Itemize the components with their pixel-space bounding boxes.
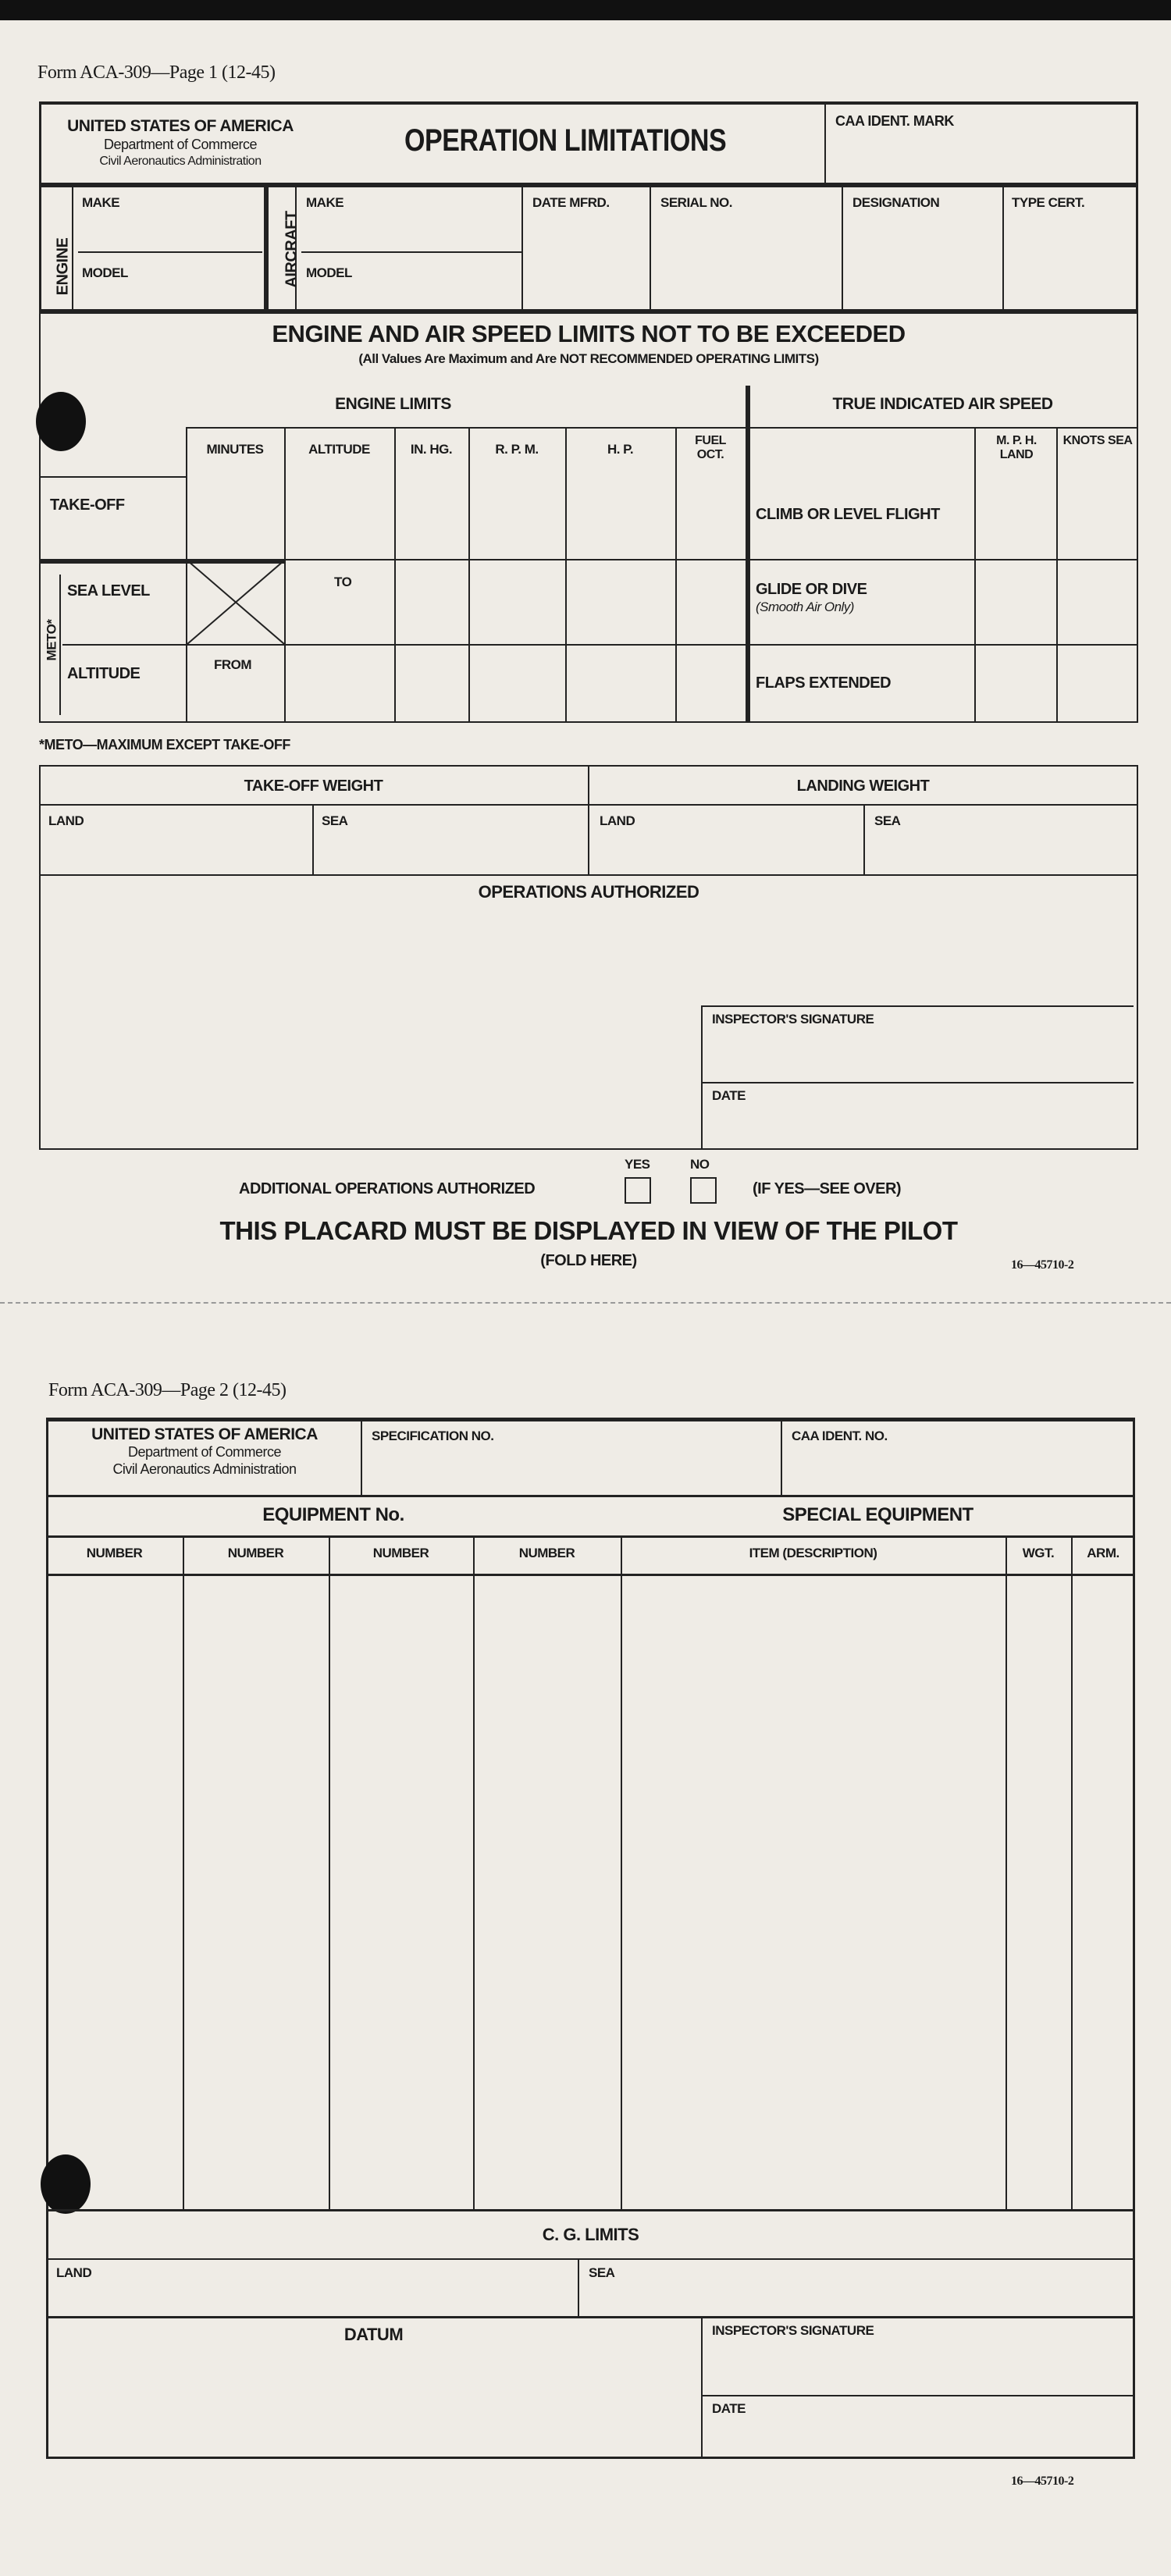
- cg-land-label: LAND: [56, 2265, 92, 2280]
- row-sea-level: SEA LEVEL: [67, 582, 150, 600]
- glide-row: GLIDE OR DIVE: [756, 581, 867, 598]
- form-code-page2: 16—45710-2: [1011, 2475, 1074, 2488]
- col-minutes: MINUTES: [206, 442, 264, 457]
- col-rpm: R. P. M.: [495, 442, 539, 457]
- glide-note: (Smooth Air Only): [756, 600, 854, 614]
- from-label: FROM: [214, 657, 252, 672]
- takeoff-sea-label: SEA: [322, 813, 348, 828]
- divider: [285, 559, 1138, 560]
- divider: [46, 2209, 1135, 2211]
- cg-sea-label: SEA: [589, 2265, 615, 2280]
- engine-make-label: MAKE: [82, 195, 120, 210]
- crossed-out-cell: [187, 560, 284, 644]
- engine-label: ENGINE: [54, 237, 72, 296]
- divider: [295, 186, 297, 309]
- divider: [701, 2316, 703, 2459]
- form-label-page2: Form ACA-309—Page 2 (12-45): [48, 1380, 287, 1400]
- form-code-page1: 16—45710-2: [1011, 1258, 1074, 1272]
- p2-agency-line-2: Department of Commerce: [127, 1444, 282, 1460]
- cg-limits-heading: C. G. LIMITS: [542, 2225, 639, 2244]
- row-takeoff: TAKE-OFF: [50, 496, 125, 514]
- fold-here-label: (FOLD HERE): [540, 1252, 637, 1269]
- caa-ident-mark-label: CAA IDENT. MARK: [835, 113, 954, 129]
- divider: [974, 427, 976, 723]
- col-hp: H. P.: [607, 442, 634, 457]
- date-mfrd-label: DATE MFRD.: [532, 195, 610, 210]
- engine-model-label: MODEL: [82, 265, 128, 280]
- divider: [39, 476, 186, 478]
- landing-land-label: LAND: [600, 813, 635, 828]
- divider: [361, 1421, 362, 1495]
- limits-subtitle: (All Values Are Maximum and Are NOT RECOMMENDED OPERATING LIMITS): [358, 351, 819, 366]
- divider: [746, 386, 750, 723]
- divider: [39, 183, 1138, 187]
- landing-sea-label: SEA: [874, 813, 901, 828]
- divider: [701, 2395, 1135, 2396]
- scan-top-edge: [0, 0, 1171, 20]
- divider: [39, 874, 1138, 876]
- divider: [468, 427, 470, 723]
- yes-label: YES: [625, 1157, 650, 1172]
- col-knots-sea: KNOTS SEA: [1062, 434, 1133, 447]
- to-label: TO: [334, 575, 352, 589]
- divider: [842, 186, 843, 309]
- divider: [78, 251, 262, 253]
- aircraft-model-label: MODEL: [306, 265, 352, 280]
- designation-label: DESIGNATION: [852, 195, 940, 210]
- agency-line-2: Department of Commerce: [103, 137, 258, 152]
- divider: [301, 251, 521, 253]
- divider: [1002, 186, 1004, 309]
- form-label-page1: Form ACA-309—Page 1 (12-45): [37, 62, 276, 83]
- col-mph-land: M. P. H. LAND: [996, 434, 1037, 461]
- divider: [284, 427, 286, 723]
- divider: [863, 804, 865, 874]
- aircraft-label: AIRCRAFT: [283, 211, 301, 288]
- inspector-signature-label: INSPECTOR'S SIGNATURE: [712, 1012, 874, 1026]
- divider: [1005, 1535, 1007, 2209]
- ops-authorized-heading: OPERATIONS AUTHORIZED: [478, 882, 699, 902]
- divider: [46, 1535, 1135, 1538]
- no-checkbox[interactable]: [690, 1177, 717, 1204]
- agency-line-3: Civil Aeronautics Administration: [99, 155, 262, 168]
- divider: [578, 2258, 579, 2316]
- divider: [473, 1535, 475, 2209]
- page-title: OPERATION LIMITATIONS: [404, 123, 727, 158]
- punch-hole: [41, 2154, 91, 2214]
- col-fuel-oct: FUEL OCT.: [695, 434, 726, 461]
- divider: [621, 1535, 622, 2209]
- col-number-4: NUMBER: [518, 1546, 575, 1560]
- divider: [394, 427, 396, 723]
- no-label: NO: [690, 1157, 710, 1172]
- col-altitude: ALTITUDE: [308, 442, 370, 457]
- fold-line: [0, 1302, 1171, 1304]
- aircraft-make-label: MAKE: [306, 195, 344, 210]
- takeoff-land-label: LAND: [48, 813, 84, 828]
- divider: [264, 186, 269, 309]
- divider: [186, 427, 1138, 429]
- p2-agency-line-1: UNITED STATES OF AMERICA: [91, 1425, 318, 1443]
- p2-inspector-signature-label: INSPECTOR'S SIGNATURE: [712, 2323, 874, 2338]
- divider: [46, 1495, 1135, 1497]
- climb-row: CLIMB OR LEVEL FLIGHT: [756, 506, 940, 523]
- divider: [781, 1421, 782, 1495]
- takeoff-weight-label: TAKE-OFF WEIGHT: [244, 777, 383, 795]
- meto-bracket: [59, 575, 61, 715]
- date-label: DATE: [712, 1088, 746, 1103]
- agency-line-1: UNITED STATES OF AMERICA: [67, 117, 294, 135]
- flaps-row: FLAPS EXTENDED: [756, 674, 892, 692]
- divider: [521, 186, 523, 309]
- col-in-hg: IN. HG.: [410, 442, 453, 457]
- p2-agency-line-3: Civil Aeronautics Administration: [112, 1461, 297, 1477]
- limits-box: [39, 312, 1138, 723]
- col-number-2: NUMBER: [227, 1546, 284, 1560]
- meto-note: *METO—MAXIMUM EXCEPT TAKE-OFF: [39, 737, 290, 753]
- divider: [312, 804, 314, 874]
- col-item-description: ITEM (DESCRIPTION): [749, 1546, 877, 1560]
- col-number-3: NUMBER: [372, 1546, 429, 1560]
- divider: [329, 1535, 330, 2209]
- col-arm: ARM.: [1087, 1546, 1119, 1560]
- special-equipment-heading: SPECIAL EQUIPMENT: [782, 1504, 973, 1525]
- divider: [72, 186, 73, 309]
- datum-label: DATUM: [343, 2325, 404, 2344]
- airspeed-heading: TRUE INDICATED AIR SPEED: [832, 395, 1053, 413]
- divider: [1056, 427, 1058, 723]
- divider: [675, 427, 677, 723]
- divider: [39, 804, 1138, 806]
- col-number-1: NUMBER: [86, 1546, 143, 1560]
- specification-no-label: SPECIFICATION NO.: [372, 1429, 494, 1443]
- serial-no-label: SERIAL NO.: [660, 195, 732, 210]
- divider: [1071, 1535, 1073, 2209]
- limits-title: ENGINE AND AIR SPEED LIMITS NOT TO BE EXCEEDED: [272, 320, 906, 347]
- row-meto: METO*: [44, 619, 59, 661]
- type-cert-label: TYPE CERT.: [1012, 195, 1085, 210]
- equipment-no-heading: EQUIPMENT No.: [262, 1504, 404, 1525]
- divider: [46, 2316, 1135, 2318]
- if-yes-note: (IF YES—SEE OVER): [753, 1180, 902, 1197]
- p2-date-label: DATE: [712, 2401, 746, 2416]
- divider: [565, 427, 567, 723]
- divider: [46, 1574, 1135, 1576]
- col-wgt: WGT.: [1022, 1546, 1055, 1560]
- divider: [824, 103, 826, 184]
- yes-checkbox[interactable]: [625, 1177, 651, 1204]
- placard-notice: THIS PLACARD MUST BE DISPLAYED IN VIEW OF THE PILOT: [219, 1216, 958, 1245]
- divider: [650, 186, 651, 309]
- divider: [46, 2258, 1135, 2260]
- row-altitude: ALTITUDE: [67, 665, 141, 682]
- divider: [62, 644, 1138, 646]
- divider: [701, 1082, 1134, 1083]
- caa-ident-no-label: CAA IDENT. NO.: [792, 1429, 888, 1443]
- divider: [183, 1535, 184, 2209]
- landing-weight-label: LANDING WEIGHT: [796, 777, 930, 795]
- additional-ops-label: ADDITIONAL OPERATIONS AUTHORIZED: [239, 1180, 536, 1197]
- engine-limits-heading: ENGINE LIMITS: [335, 395, 451, 413]
